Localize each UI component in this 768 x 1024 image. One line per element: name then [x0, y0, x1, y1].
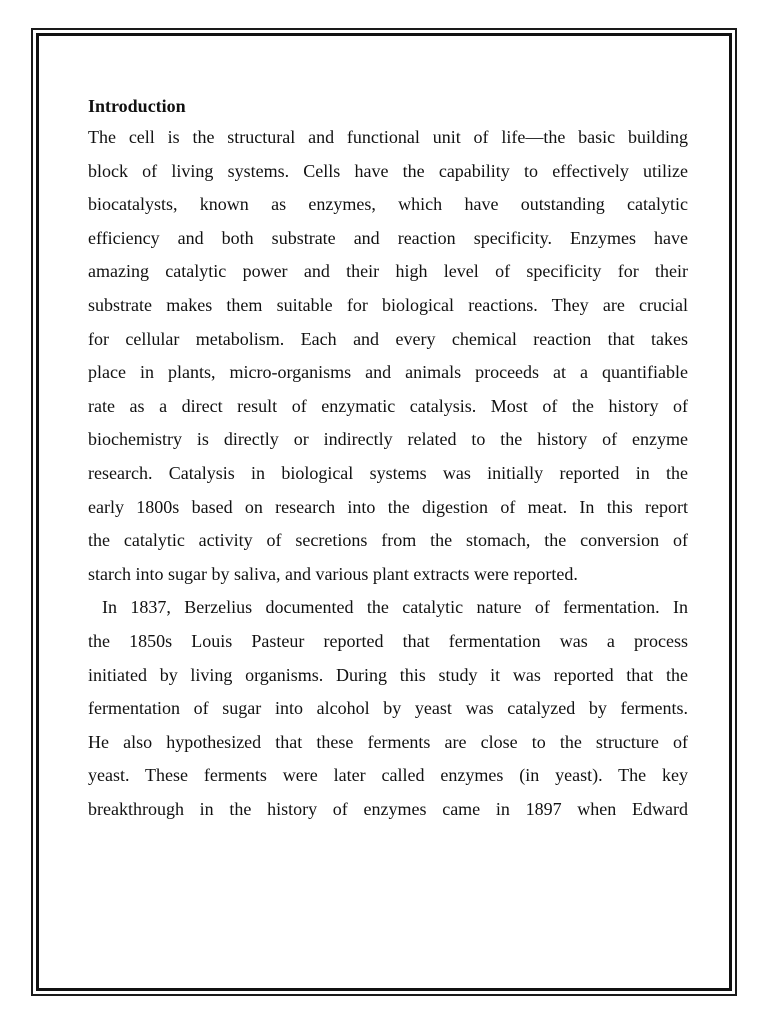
- text-line: substrate makes them suitable for biological reactions. They are crucial: [88, 294, 688, 315]
- text-line: fermentation of sugar into alcohol by yeast was catalyzed by ferments.: [88, 698, 688, 719]
- text-line: breakthrough in the history of enzymes came in 1897 when Edward: [88, 798, 688, 819]
- document-body: [88, 93, 688, 826]
- text-line: biocatalysts, known as enzymes, which have outstanding catalytic: [88, 194, 688, 215]
- text-line: the 1850s Louis Pasteur reported that fermentation was a process: [88, 630, 688, 651]
- text-line: The cell is the structural and functional unit of life—the basic building: [88, 127, 688, 147]
- text-line: rate as a direct result of enzymatic catalysis. Most of the history of: [88, 395, 688, 416]
- text-line: yeast. These ferments were later called enzymes (in yeast). The key: [88, 765, 688, 786]
- text-line: the catalytic activity of secretions from the stomach, the conversion of: [88, 530, 688, 551]
- text-line: for cellular metabolism. Each and every chemical reaction that takes: [88, 328, 688, 349]
- text-line: research. Catalysis in biological systems was initially reported in the: [88, 462, 688, 483]
- text-line: He also hypothesized that these ferments are close to the structure of: [88, 731, 688, 752]
- text-line: amazing catalytic power and their high level of specificity for their: [88, 261, 688, 282]
- text-line: early 1800s based on research into the digestion of meat. In this report: [88, 496, 688, 517]
- text-line: efficiency and both substrate and reaction specificity. Enzymes have: [88, 227, 688, 248]
- text-line: initiated by living organisms. During this study it was reported that the: [88, 664, 688, 685]
- paragraph-2: [88, 591, 688, 826]
- text-line: biochemistry is directly or indirectly related to the history of enzyme: [88, 429, 688, 450]
- text-line: block of living systems. Cells have the capability to effectively utilize: [88, 160, 688, 181]
- text-line: place in plants, micro-organisms and animals proceeds at a quantifiable: [88, 362, 688, 383]
- paragraph-1: [88, 121, 688, 591]
- text-line: In 1837, Berzelius documented the catalytic nature of fermentation. In: [102, 597, 688, 618]
- section-heading: Introduction: [88, 96, 186, 116]
- text-line: starch into sugar by saliva, and various plant extracts were reported.: [88, 563, 578, 584]
